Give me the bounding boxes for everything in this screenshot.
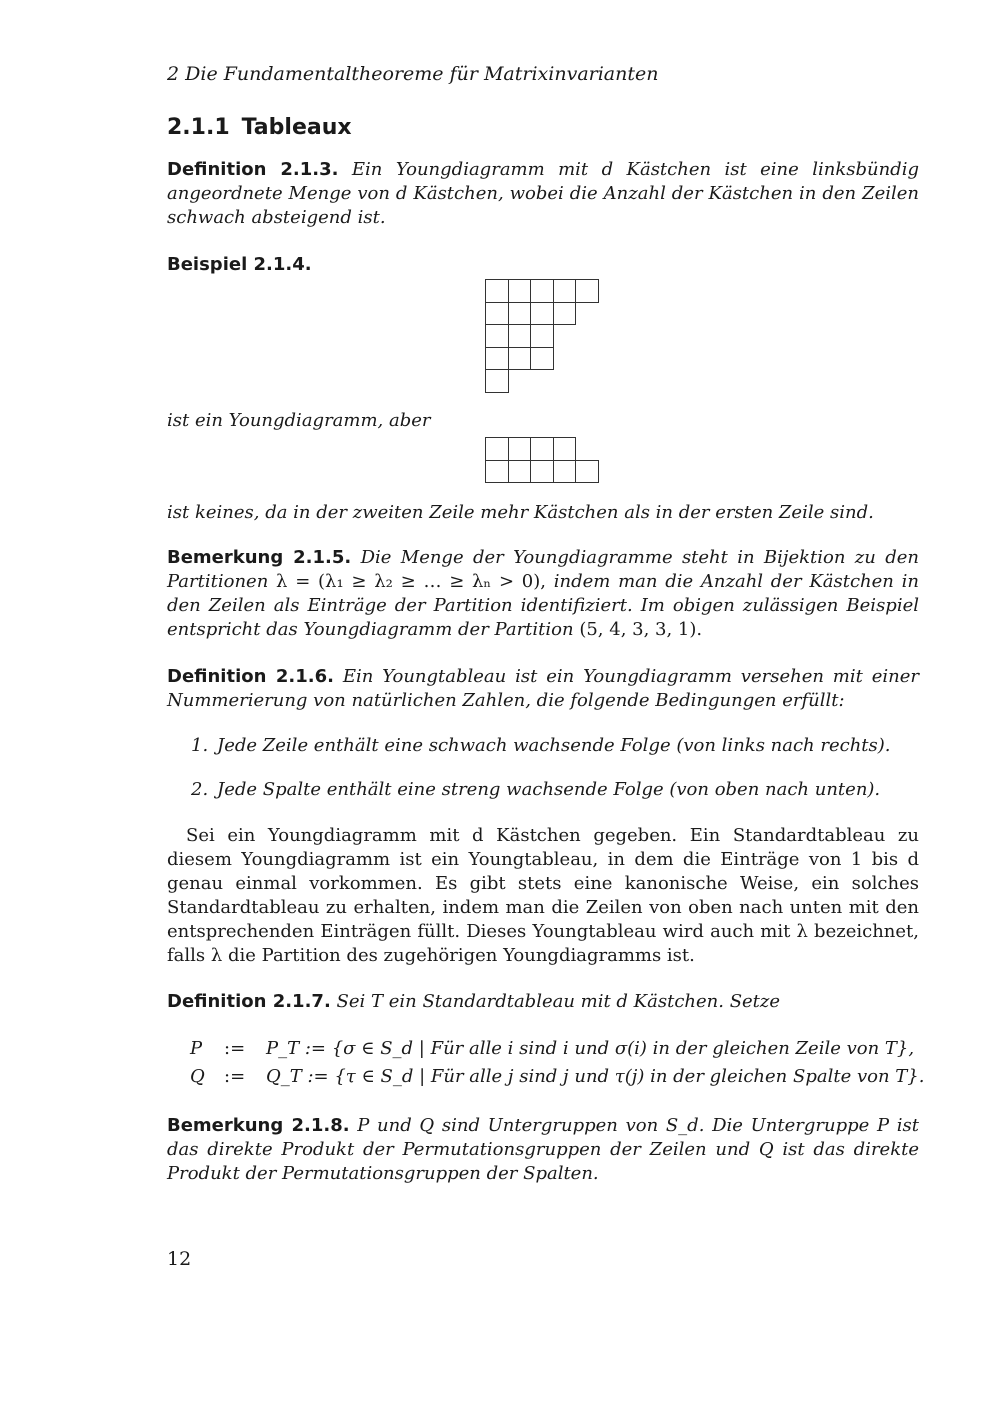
example-partition: (5, 4, 3, 3, 1).	[579, 619, 703, 640]
definition-text: Ein Youngtableau ist ein Youngdiagramm versehen mit einer Nummerierung von natürlichen Zahlen, die folgende Bedingungen erfüllt:	[167, 666, 919, 711]
diagram-box	[508, 302, 532, 326]
section-number: 2.1.1	[167, 115, 230, 140]
diagram-box	[553, 302, 577, 326]
condition-number: 1.	[191, 735, 209, 756]
diagram-box	[485, 460, 509, 484]
diagram-box	[508, 347, 532, 371]
example-2-1-4	[167, 253, 919, 277]
definition-text: Sei T ein Standardtableau mit d Kästchen. Setze	[336, 991, 781, 1012]
caption-not-young-diagram: ist keines, da in der zweiten Zeile mehr Kästchen als in der ersten Zeile sind.	[167, 502, 874, 523]
diagram-box	[530, 437, 554, 461]
diagram-box	[485, 347, 509, 371]
equation-q	[190, 1066, 924, 1087]
equation-rhs: Q_T := {τ ∈ S_d | Für alle j sind j und τ(j) in der gleichen Spalte von T}.	[266, 1066, 925, 1087]
remark-label: Bemerkung 2.1.8.	[167, 1115, 350, 1136]
diagram-box	[485, 279, 509, 303]
diagram-box	[485, 437, 509, 461]
section-heading	[167, 115, 352, 140]
condition-item-1	[191, 735, 891, 756]
equation-rhs: P_T := {σ ∈ S_d | Für alle i sind i und σ(i) in der gleichen Zeile von T},	[266, 1038, 915, 1059]
definition-label: Definition 2.1.6.	[167, 666, 334, 687]
diagram-box	[485, 324, 509, 348]
condition-number: 2.	[191, 779, 209, 800]
remark-2-1-8	[167, 1114, 919, 1186]
definition-label: Definition 2.1.7.	[167, 991, 331, 1012]
equation-lhs: P	[190, 1038, 203, 1059]
diagram-box	[530, 347, 554, 371]
diagram-box	[508, 460, 532, 484]
remark-text: P und Q sind Untergruppen von S_d. Die Untergruppe P ist das direkte Produkt der Permutationsgruppen der Zeilen und Q ist das direkte Produkt der Permutationsgruppen der Spalten.	[167, 1115, 919, 1184]
partition-formula: λ = (λ₁ ≥ λ₂ ≥ … ≥ λₙ > 0),	[276, 571, 546, 592]
diagram-box	[485, 369, 509, 393]
example-label: Beispiel 2.1.4.	[167, 254, 312, 275]
equation-def-sign: :=	[224, 1038, 246, 1059]
equation-p	[190, 1038, 914, 1059]
page-number: 12	[167, 1248, 192, 1270]
running-header: 2 Die Fundamentaltheoreme für Matrixinvarianten	[167, 63, 659, 85]
diagram-box	[530, 279, 554, 303]
body-paragraph: Sei ein Youngdiagramm mit d Kästchen gegeben. Ein Standardtableau zu diesem Youngdiagramm ist ein Youngtableau, in dem die Einträge von 1 bis d genau einmal vorkommen. Es gibt stets eine kanonische Weise, ein solches Standardtableau zu erhalten, indem man die Zeilen von oben nach unten mit den entsprechenden Einträgen füllt. Dieses Youngtableau wird auch mit λ bezeichnet, falls λ die Partition des zugehörigen Youngdiagramms ist.	[167, 825, 919, 966]
condition-text: Jede Zeile enthält eine schwach wachsende Folge (von links nach rechts).	[217, 735, 891, 756]
remark-text-2: indem man die Anzahl der Kästchen in den Zeilen als Einträge der Partition identifiziert. Im obigen zulässigen Beispiel entspricht das Youngdiagramm der Partition	[167, 571, 919, 640]
equation-lhs: Q	[190, 1066, 205, 1087]
diagram-box	[575, 460, 599, 484]
diagram-box	[508, 279, 532, 303]
diagram-box	[553, 460, 577, 484]
diagram-box	[553, 437, 577, 461]
section-title: Tableaux	[241, 115, 352, 140]
remark-label: Bemerkung 2.1.5.	[167, 547, 352, 568]
caption-is-young-diagram: ist ein Youngdiagramm, aber	[167, 410, 431, 431]
definition-2-1-7	[167, 990, 919, 1014]
condition-item-2	[191, 779, 880, 800]
definition-2-1-6	[167, 665, 919, 713]
diagram-box	[553, 279, 577, 303]
definition-label: Definition 2.1.3.	[167, 159, 339, 180]
diagram-box	[530, 302, 554, 326]
diagram-box	[508, 437, 532, 461]
remark-2-1-5	[167, 546, 919, 642]
diagram-box	[485, 302, 509, 326]
remark-text-1: Die Menge der Youngdiagramme steht in Bijektion zu den Partitionen	[167, 547, 919, 592]
diagram-box	[530, 460, 554, 484]
definition-text: Ein Youngdiagramm mit d Kästchen ist eine linksbündig angeordnete Menge von d Kästchen, wobei die Anzahl der Kästchen in den Zeilen schwach absteigend ist.	[167, 159, 919, 228]
definition-2-1-3	[167, 158, 919, 230]
diagram-box	[575, 279, 599, 303]
equation-def-sign: :=	[224, 1066, 246, 1087]
condition-text: Jede Spalte enthält eine streng wachsende Folge (von oben nach unten).	[217, 779, 881, 800]
diagram-box	[508, 324, 532, 348]
diagram-box	[530, 324, 554, 348]
